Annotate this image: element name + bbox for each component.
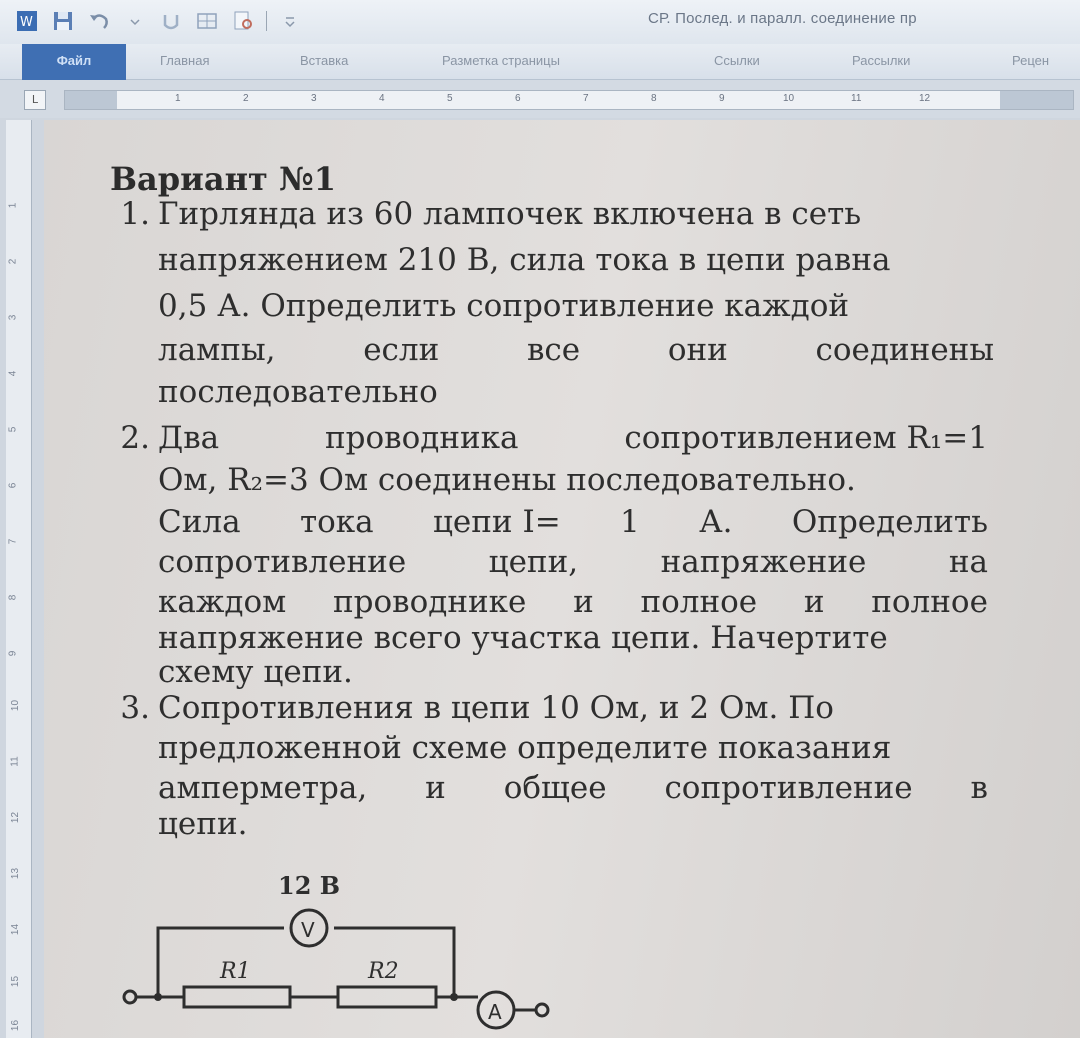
ruler-mark: 7 <box>7 538 19 545</box>
ruler-mark: 4 <box>379 93 385 104</box>
undo-icon[interactable] <box>86 8 112 34</box>
customize-toolbar-icon[interactable] <box>277 8 303 34</box>
task-2 <box>100 420 1000 690</box>
word: тока <box>299 504 374 540</box>
tab-mailings[interactable]: Рассылки <box>852 53 911 68</box>
word: соединены <box>815 332 994 368</box>
task-number: 2. <box>120 420 150 456</box>
word: цепи, <box>488 544 579 580</box>
r1-label: R1 <box>220 959 251 984</box>
text-line: Сопротивления в цепи 10 Ом, и 2 Ом. По <box>158 690 834 726</box>
junction-node <box>450 993 458 1001</box>
text-line: цепи. <box>158 806 248 842</box>
task-3 <box>100 690 1000 860</box>
word: на <box>948 544 988 580</box>
word: напряжение <box>660 544 867 580</box>
word: и <box>425 770 446 806</box>
ruler-mark: 10 <box>783 93 795 104</box>
ruler-mark: 8 <box>651 93 657 104</box>
word: общее <box>503 770 607 806</box>
ruler-mark: 5 <box>447 93 453 104</box>
word: проводника <box>324 420 519 456</box>
ruler-mark: 7 <box>583 93 589 104</box>
word-app-icon[interactable] <box>14 8 40 34</box>
word: Два <box>158 420 220 456</box>
text-line: последовательно <box>158 374 438 410</box>
word: все <box>526 332 581 368</box>
ruler-mark: 9 <box>7 650 19 657</box>
circuit-diagram <box>112 860 572 1038</box>
ruler-mark: 13 <box>10 867 22 880</box>
ruler-mark: 1 <box>7 202 19 209</box>
ruler-mark: 9 <box>719 93 725 104</box>
vertical-ruler[interactable] <box>6 120 32 1038</box>
word: Определить <box>791 504 988 540</box>
word: полное <box>640 584 758 620</box>
chevron-down-icon[interactable] <box>122 8 148 34</box>
terminal-right <box>536 1004 548 1016</box>
resistor-r1 <box>184 959 290 1007</box>
tab-insert[interactable]: Вставка <box>300 53 349 68</box>
terminal-left <box>124 991 136 1003</box>
ribbon-tabs <box>0 44 1080 80</box>
toolbar-divider <box>266 11 267 31</box>
text-line: Гирлянда из 60 лампочек включена в сеть <box>158 196 862 232</box>
junction-node <box>154 993 162 1001</box>
word: и <box>573 584 594 620</box>
resistor-body <box>338 987 436 1007</box>
ruler-mark: 1 <box>175 93 181 104</box>
variant-heading: Вариант №1 <box>110 160 337 198</box>
ruler-mark: 12 <box>919 93 931 104</box>
tab-references[interactable]: Ссылки <box>714 53 760 68</box>
save-icon[interactable] <box>50 8 76 34</box>
ammeter-symbol: A <box>488 1000 502 1024</box>
quick-access-toolbar <box>14 6 303 36</box>
tab-page-layout[interactable]: Разметка страницы <box>442 53 560 68</box>
horizontal-ruler[interactable] <box>64 90 1074 110</box>
word: амперметра, <box>158 770 368 806</box>
word: сопротивлением R₁=1 <box>624 420 988 456</box>
text-line <box>158 504 988 540</box>
resistor-r2 <box>338 959 436 1007</box>
word: лампы, <box>158 332 276 368</box>
tab-stop-selector[interactable]: L <box>24 90 46 110</box>
text-line: напряжение всего участка цепи. Начертите <box>158 620 888 656</box>
word: цепи I= <box>432 504 561 540</box>
word: они <box>667 332 728 368</box>
task-number: 1. <box>120 196 150 232</box>
word: и <box>803 584 825 620</box>
word: сопротивление <box>664 770 913 806</box>
word: сопротивление <box>158 544 407 580</box>
ruler-mark: 8 <box>7 594 19 601</box>
ruler-bar <box>0 80 1080 118</box>
text-line: 0,5 А. Определить сопротивление каждой <box>158 288 850 324</box>
r2-label: R2 <box>368 959 399 984</box>
text-line: предложенной схеме определите показания <box>158 730 892 766</box>
ruler-mark: 11 <box>851 93 862 104</box>
voltmeter <box>291 910 327 946</box>
text-line: Ом, R₂=3 Ом соединены последовательно. <box>158 462 856 498</box>
text-line: напряжением 210 В, сила тока в цепи равна <box>158 242 891 278</box>
ruler-mark: 16 <box>10 1019 22 1032</box>
window-title: СР. Послед. и паралл. соединение пр <box>648 10 917 27</box>
text-line <box>158 332 994 368</box>
tab-review[interactable]: Рецен <box>1012 53 1050 68</box>
ruler-mark: 12 <box>10 811 22 824</box>
print-preview-icon[interactable] <box>230 8 256 34</box>
text-line <box>158 770 988 806</box>
text-line <box>158 584 988 620</box>
ruler-mark: 2 <box>243 93 249 104</box>
table-icon[interactable] <box>194 8 220 34</box>
word: 1 <box>620 504 640 540</box>
text-line <box>158 544 988 580</box>
ruler-mark: 10 <box>10 699 22 712</box>
title-bar <box>0 0 1080 44</box>
ruler-mark: 3 <box>7 314 19 321</box>
word: полное <box>871 584 988 620</box>
resistor-body <box>184 987 290 1007</box>
word: А. <box>699 504 733 540</box>
word: каждом <box>158 584 287 620</box>
ruler-mark: 5 <box>7 426 19 433</box>
ruler-left-margin <box>65 91 117 110</box>
ammeter <box>478 992 514 1028</box>
word: Сила <box>158 504 241 540</box>
word: если <box>363 332 440 368</box>
word: в <box>970 770 988 806</box>
ruler-right-margin <box>1000 91 1074 110</box>
ruler-mark: 4 <box>7 370 19 377</box>
text-line: схему цепи. <box>158 654 353 690</box>
ruler-mark: 3 <box>311 93 317 104</box>
ruler-mark: 14 <box>10 923 22 936</box>
svg-text:W: W <box>20 15 33 30</box>
word: проводнике <box>332 584 527 620</box>
ruler-mark: 6 <box>7 482 19 489</box>
ruler-mark: 2 <box>7 258 19 265</box>
tab-file[interactable]: Файл <box>22 44 126 80</box>
voltmeter-symbol: V <box>301 918 315 942</box>
redo-icon[interactable] <box>158 8 184 34</box>
tab-home[interactable]: Главная <box>160 53 210 68</box>
ruler-mark: 15 <box>10 975 22 988</box>
voltage-label: 12 В <box>278 871 341 900</box>
text-line <box>158 420 988 456</box>
ruler-mark: 6 <box>515 93 521 104</box>
task-number: 3. <box>120 690 150 726</box>
task-1 <box>100 196 1000 416</box>
ruler-mark: 11 <box>9 756 21 767</box>
